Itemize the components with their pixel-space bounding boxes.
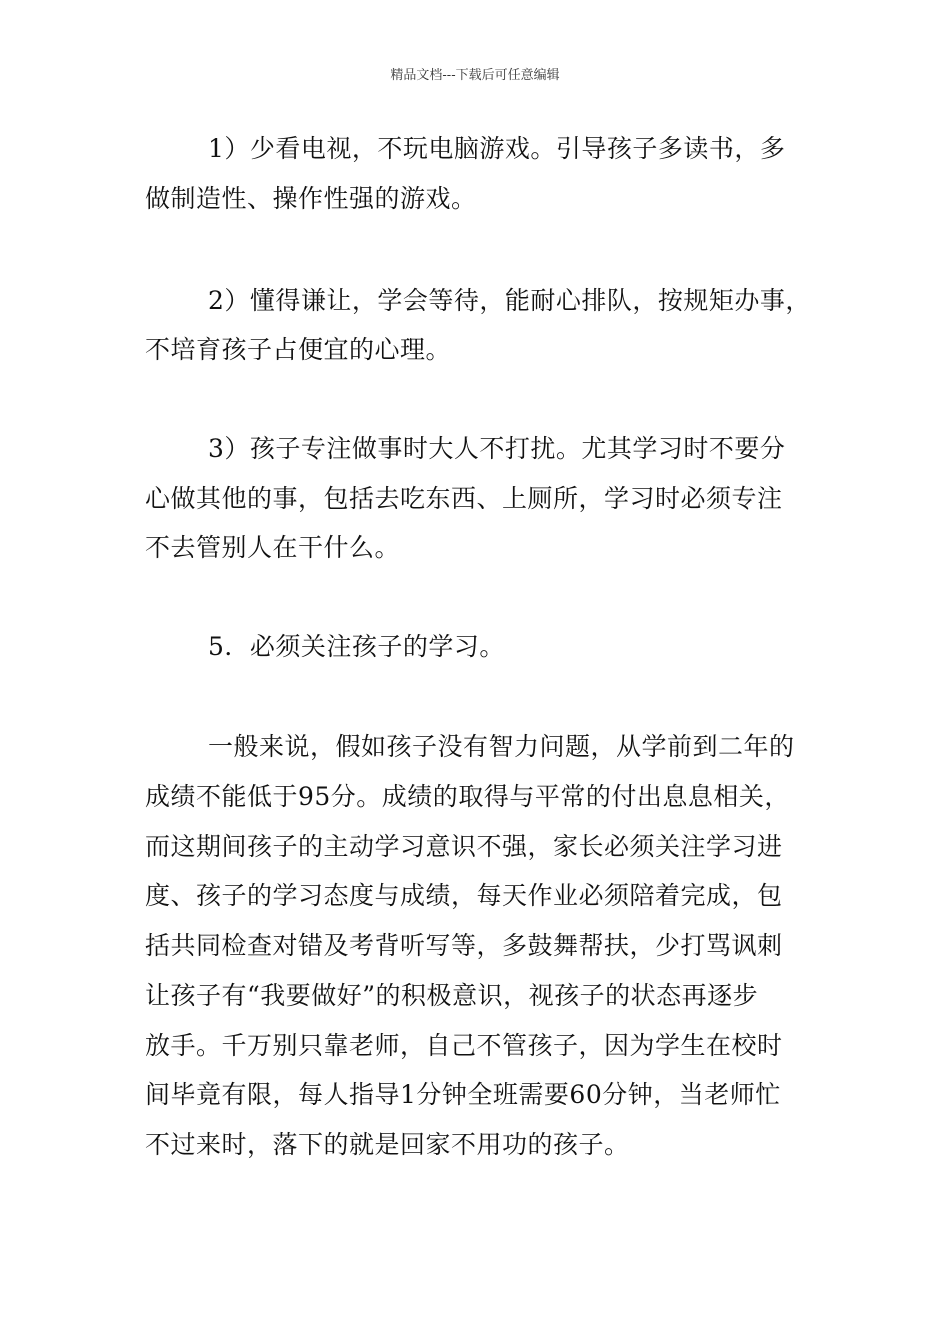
page-header: 精品文档---下载后可任意编辑 — [390, 68, 560, 83]
paragraph-4-line-8: 间毕竟有限，每人指导1分钟全班需要60分钟，当老师忙 — [145, 1080, 781, 1109]
paragraph-4-line-6: 让孩子有“我要做好”的积极意识，视孩子的状态再逐步 — [145, 981, 759, 1010]
paragraph-4-line-9: 不过来时，落下的就是回家不用功的孩子。 — [145, 1130, 630, 1159]
paragraph-3-line-3: 不去管别人在干什么。 — [145, 533, 401, 562]
paragraph-2-line-2: 不培育孩子占便宜的心理。 — [145, 335, 452, 364]
paragraph-4-line-1: 一般来说，假如孩子没有智力问题，从学前到二年的 — [208, 732, 795, 761]
paragraph-4-line-7: 放手。千万别只靠老师，自己不管孩子，因为学生在校时 — [145, 1031, 783, 1060]
paragraph-3-line-2: 心做其他的事，包括去吃东西、上厕所，学习时必须专注 — [145, 484, 783, 513]
paragraph-4-line-4: 度、孩子的学习态度与成绩，每天作业必须陪着完成，包 — [145, 881, 783, 910]
paragraph-4-line-5: 括共同检查对错及考背听写等，多鼓舞帮扶，少打骂讽刺 — [145, 931, 783, 960]
paragraph-4-line-2: 成绩不能低于95分。成绩的取得与平常的付出息息相关， — [145, 782, 790, 811]
section-heading-5: 5．必须关注孩子的学习。 — [208, 632, 505, 661]
paragraph-4-line-3: 而这期间孩子的主动学习意识不强，家长必须关注学习进 — [145, 832, 783, 861]
paragraph-1-line-2: 做制造性、操作性强的游戏。 — [145, 184, 477, 213]
paragraph-3-line-1: 3）孩子专注做事时大人不打扰。尤其学习时不要分 — [208, 434, 786, 463]
paragraph-1-line-1: 1）少看电视，不玩电脑游戏。引导孩子多读书，多 — [208, 134, 786, 163]
paragraph-2-line-1: 2）懂得谦让，学会等待，能耐心排队，按规矩办事， — [208, 286, 811, 315]
